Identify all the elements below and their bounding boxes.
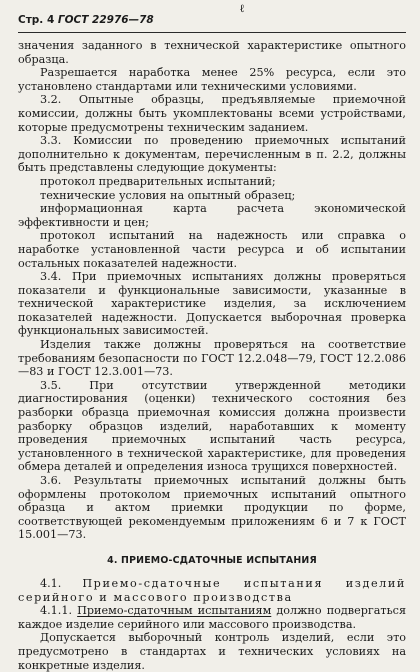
paragraph: Изделия также должны проверяться на соответствие требованиям безопасности по ГОСТ 12.2.048—79, ГОСТ 12.2.086—83 и ГОСТ 12.3.001—73. — [18, 338, 406, 379]
paragraph-4-1-1 — [18, 604, 406, 631]
page-number: Стр. 4 — [18, 14, 55, 26]
list-item: протокол испытаний на надежность или справка о наработке установленной части ресурса и об испытании остальных показателей надежности. — [18, 229, 406, 270]
paragraph-4-1 — [18, 577, 406, 604]
emphasized-term: Приемо-сдаточным испытаниям — [77, 604, 272, 618]
paragraph-3-6: 3.6. Результаты приемочных испытаний должны быть оформлены протоколом приемочных испытаний опытного образца и актом приемки продукции по форме, соответствующей рекомендуемым приложениям 6 и 7 к ГОСТ 15.001—73. — [18, 474, 406, 542]
header-rule — [18, 32, 406, 33]
paragraph-3-4: 3.4. При приемочных испытаниях должны проверяться показатели и функциональные зависимости, указанные в технической характеристике изделия, за исключением показателей надежности. Допускается выборочная проверка функциональных зависимостей. — [18, 270, 406, 338]
list-item: информационная карта расчета экономической эффективности и цен; — [18, 202, 406, 229]
paragraph-3-2: 3.2. Опытные образцы, предъявляемые приемочной комиссии, должны быть укомплектованы всеми устройствами, которые предусмотрены техническим заданием. — [18, 93, 406, 134]
list-item: технические условия на опытный образец; — [40, 188, 296, 202]
list-item: протокол предварительных испытаний; — [40, 174, 276, 188]
standard-number: ГОСТ 22976—78 — [57, 14, 154, 26]
paragraph: Разрешается наработка менее 25% ресурса, если это установлено стандартами или техническими условиями. — [18, 66, 406, 93]
clause-text: должно подвергаться каждое изделие серийного или массового производства. — [18, 604, 406, 631]
paragraph: Допускается выборочный контроль изделий, если это предусмотрено в стандартах и технических условиях на конкретные изделия. — [18, 631, 406, 672]
handwritten-mark: ℓ — [240, 2, 245, 15]
section-heading: 4. ПРИЕМО-СДАТОЧНЫЕ ИСПЫТАНИЯ — [107, 554, 317, 566]
clause-number: 4.1.1. — [40, 604, 73, 618]
paragraph-continuation: значения заданного в технической характеристике опытного образца. — [18, 39, 406, 66]
paragraph-3-5: 3.5. При отсутствии утвержденной методики диагностирования (оценки) технического состояния без разборки образца приемочная комиссия должна произвести разборку образцов изделий, наработавших к моменту проведения приемочных испытаний часть ресурса, установленного в технической характеристике, для проведения обмера деталей и определения износа трущихся поверхностей. — [18, 378, 406, 474]
clause-number: 4.1. — [40, 576, 62, 590]
paragraph-3-3: 3.3. Комиссии по проведению приемочных испытаний дополнительно к документам, перечисленным в п. 2.2, должны быть представлены следующие документы: — [18, 134, 406, 175]
page-header — [18, 14, 406, 28]
document-body — [18, 39, 406, 672]
clause-title: Приемо-сдаточные испытания изделий серийного и массового производства — [18, 576, 406, 604]
